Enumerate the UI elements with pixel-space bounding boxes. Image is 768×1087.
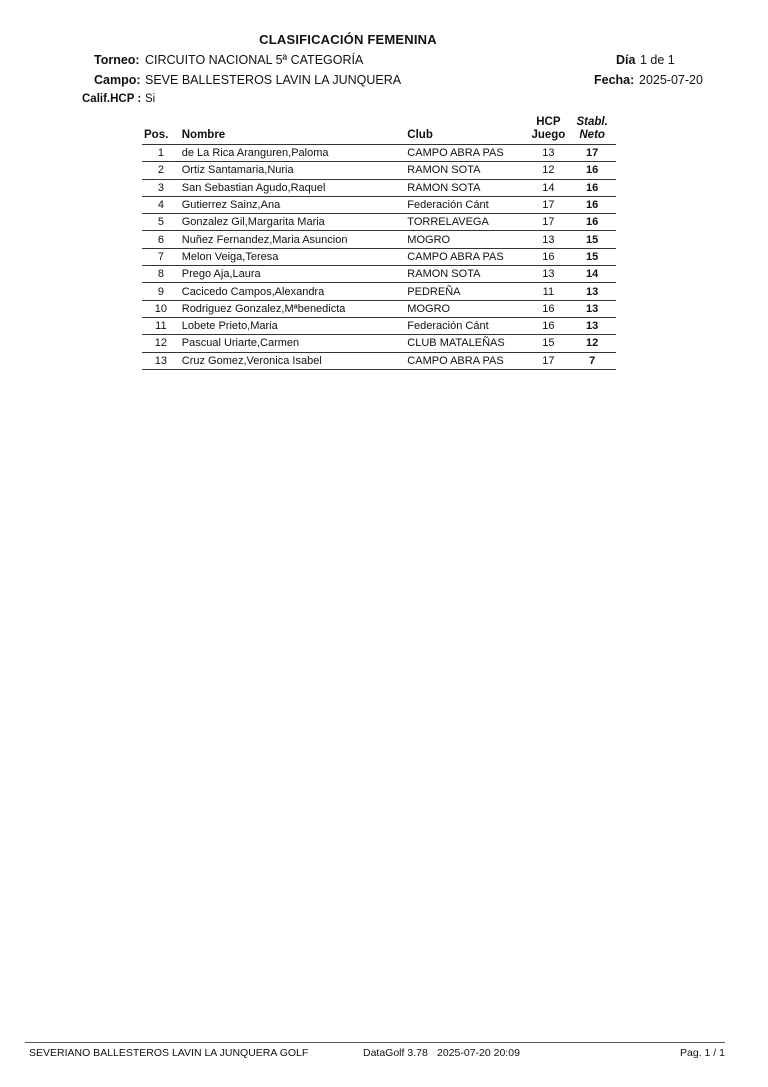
cell-stabl-neto: 15 [568,231,616,248]
cell-nombre: Rodriguez Gonzalez,Mªbenedicta [180,300,408,317]
cell-pos: 6 [142,231,180,248]
calif-hcp-label: Calif.HCP : [82,93,142,105]
header-neto-line1: Stabl. [576,116,608,128]
fecha-label: Fecha: [594,73,635,87]
cell-pos: 3 [142,179,180,196]
cell-hcp-juego: 12 [528,162,568,179]
table-row [142,248,616,265]
cell-stabl-neto: 13 [568,300,616,317]
fecha-value: 2025-07-20 [639,73,703,87]
header-stabl-neto [568,116,616,145]
cell-hcp-juego: 13 [528,231,568,248]
cell-stabl-neto: 12 [568,335,616,352]
cell-nombre: Melon Veiga,Teresa [180,248,408,265]
cell-club: PEDREÑA [407,283,528,300]
footer-software: DataGolf 3.78 [363,1047,428,1059]
cell-club: CAMPO ABRA PAS [407,352,528,369]
cell-pos: 8 [142,266,180,283]
footer-divider [25,1042,725,1043]
header-pos: Pos. [142,116,180,145]
torneo-value: CIRCUITO NACIONAL 5ª CATEGORÍA [145,53,364,67]
header-club: Club [407,116,528,145]
cell-club: TORRELAVEGA [407,214,528,231]
table-row [142,179,616,196]
cell-club: CAMPO ABRA PAS [407,145,528,162]
table-row [142,214,616,231]
cell-hcp-juego: 13 [528,145,568,162]
dia-label: Día [616,53,636,67]
cell-club: CLUB MATALEÑAS [407,335,528,352]
cell-nombre: Nuñez Fernandez,Maria Asuncion [180,231,408,248]
cell-club: MOGRO [407,300,528,317]
table-row [142,196,616,213]
footer-page: Pag. 1 / 1 [680,1047,725,1059]
cell-stabl-neto: 15 [568,248,616,265]
cell-club: RAMON SOTA [407,162,528,179]
cell-hcp-juego: 17 [528,214,568,231]
cell-hcp-juego: 11 [528,283,568,300]
cell-club: RAMON SOTA [407,266,528,283]
cell-nombre: Prego Aja,Laura [180,266,408,283]
cell-nombre: San Sebastian Agudo,Raquel [180,179,408,196]
cell-hcp-juego: 16 [528,300,568,317]
table-row [142,317,616,334]
cell-pos: 2 [142,162,180,179]
cell-club: CAMPO ABRA PAS [407,248,528,265]
cell-pos: 13 [142,352,180,369]
table-body [142,145,616,370]
calif-hcp-value: Si [145,93,156,105]
campo-value: SEVE BALLESTEROS LAVIN LA JUNQUERA [145,73,402,87]
footer-club-name: SEVERIANO BALLESTEROS LAVIN LA JUNQUERA GOLF [29,1047,309,1059]
table-header-row [142,116,616,145]
cell-hcp-juego: 14 [528,179,568,196]
cell-hcp-juego: 16 [528,317,568,334]
cell-hcp-juego: 17 [528,352,568,369]
cell-pos: 10 [142,300,180,317]
cell-nombre: Pascual Uriarte,Carmen [180,335,408,352]
table-row [142,283,616,300]
cell-nombre: Lobete Prieto,Maria [180,317,408,334]
header-nombre: Nombre [180,116,408,145]
cell-pos: 7 [142,248,180,265]
cell-stabl-neto: 13 [568,283,616,300]
cell-nombre: Cacicedo Campos,Alexandra [180,283,408,300]
cell-stabl-neto: 17 [568,145,616,162]
cell-stabl-neto: 16 [568,162,616,179]
cell-stabl-neto: 7 [568,352,616,369]
header-hcp-juego [528,116,568,145]
cell-hcp-juego: 15 [528,335,568,352]
footer-printed-date: 2025-07-20 20:09 [437,1047,520,1059]
cell-club: RAMON SOTA [407,179,528,196]
cell-pos: 5 [142,214,180,231]
cell-pos: 11 [142,317,180,334]
table-row [142,162,616,179]
cell-pos: 9 [142,283,180,300]
torneo-label: Torneo: [94,53,140,67]
cell-stabl-neto: 13 [568,317,616,334]
cell-pos: 12 [142,335,180,352]
cell-nombre: Ortiz Santamaria,Nuria [180,162,408,179]
cell-nombre: Gonzalez Gil,Margarita Maria [180,214,408,231]
header-hcp-line1: HCP [536,116,561,128]
cell-hcp-juego: 17 [528,196,568,213]
cell-stabl-neto: 14 [568,266,616,283]
table-row [142,266,616,283]
campo-label: Campo: [94,73,141,87]
cell-nombre: de La Rica Aranguren,Paloma [180,145,408,162]
dia-value: 1 de 1 [640,53,675,67]
cell-hcp-juego: 16 [528,248,568,265]
header-neto-line2: Neto [579,129,605,141]
cell-nombre: Cruz Gomez,Veronica Isabel [180,352,408,369]
table-row [142,300,616,317]
table-row [142,335,616,352]
cell-nombre: Gutierrez Sainz,Ana [180,196,408,213]
cell-club: Federación Cánt [407,317,528,334]
cell-pos: 1 [142,145,180,162]
cell-stabl-neto: 16 [568,179,616,196]
cell-club: MOGRO [407,231,528,248]
cell-club: Federación Cánt [407,196,528,213]
cell-stabl-neto: 16 [568,214,616,231]
cell-hcp-juego: 13 [528,266,568,283]
header-hcp-line2: Juego [531,129,566,141]
document-title: CLASIFICACIÓN FEMENINA [259,32,437,47]
cell-pos: 4 [142,196,180,213]
classification-table [142,116,616,370]
table-row [142,231,616,248]
cell-stabl-neto: 16 [568,196,616,213]
table-row [142,145,616,162]
table-row [142,352,616,369]
